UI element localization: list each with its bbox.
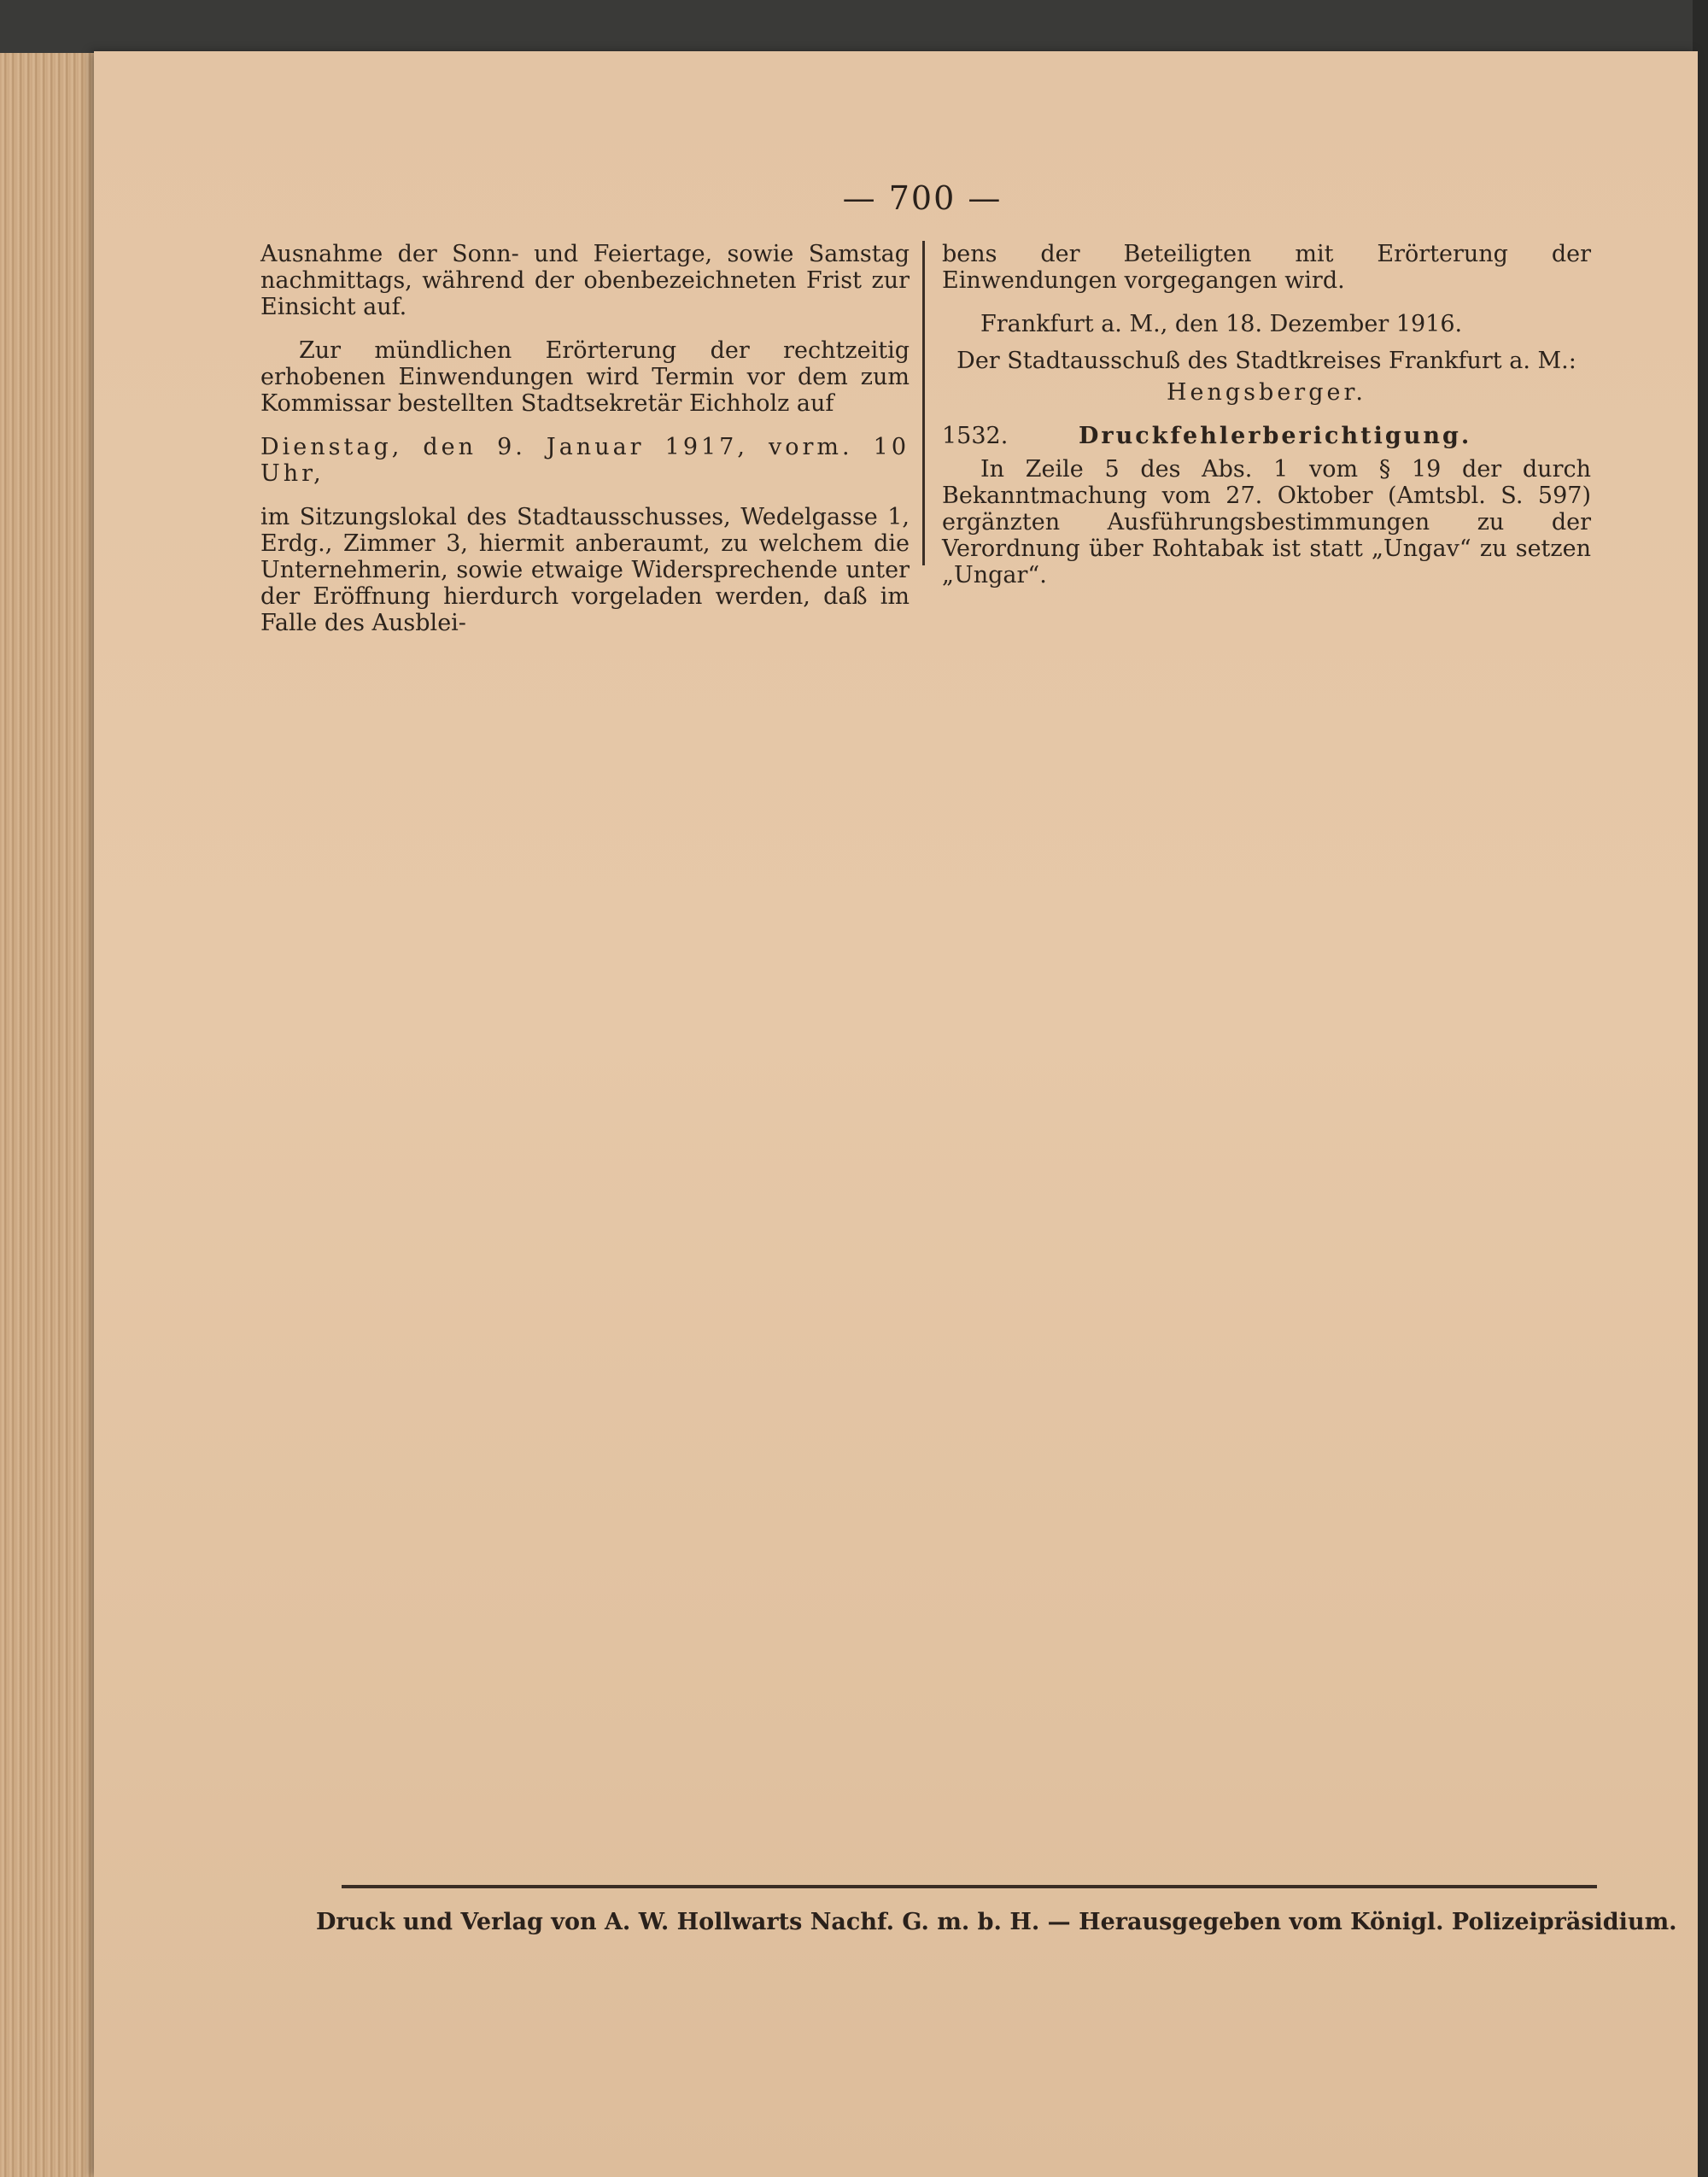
left-paragraph-4: im Sitzungslokal des Stadtausschusses, Wedelgasse 1, Erdg., Zimmer 3, hiermit anberaumt, zu welchem die Unternehmerin, sowie etwaige Widersprechende unter der Eröffnung hierdurch vorgeladen werden, daß im Falle des Ausblei- <box>260 504 910 636</box>
publisher-footer: Druck und Verlag von A. W. Hollwarts Nachf. G. m. b. H. — Herausgegeben vom Königl. Polizeipräsidium. <box>316 1909 1677 1935</box>
notice-title: Druckfehlerberichtigung. <box>1079 423 1472 449</box>
date-line: Frankfurt a. M., den 18. Dezember 1916. <box>980 311 1463 337</box>
left-paragraph-2: Zur mündlichen Erörterung der rechtzeitig erhobenen Einwendungen wird Termin vor dem zum Kommissar bestellten Stadtsekretär Eichholz auf <box>260 337 910 417</box>
authority-line: Der Stadtausschuß des Stadtkreises Frankfurt a. M.: <box>956 348 1576 374</box>
right-column <box>942 241 1591 606</box>
page-number: — 700 — <box>842 179 1003 217</box>
notice-header <box>942 423 1591 449</box>
column-divider <box>922 241 925 565</box>
notice-number: 1532. <box>942 423 1009 449</box>
left-column <box>260 241 910 653</box>
footer-rule <box>342 1885 1597 1888</box>
left-paragraph-1: Ausnahme der Sonn- und Feiertage, sowie Samstag nachmittags, während der obenbezeichneten Frist zur Einsicht auf. <box>260 241 910 320</box>
right-paragraph-1: bens der Beteiligten mit Erörterung der Einwendungen vorgegangen wird. <box>942 241 1591 294</box>
hearing-date-line: Dienstag, den 9. Januar 1917, vorm. 10 Uhr, <box>260 434 910 487</box>
signature-line: Hengsberger. <box>1166 379 1366 406</box>
notice-text: In Zeile 5 des Abs. 1 vom § 19 der durch Bekanntmachung vom 27. Oktober (Amtsbl. S. 597) ergänzten Ausführungsbestimmungen zu der Verordnung über Rohtabak ist statt „Ungav“ zu setzen „Ungar“. <box>942 456 1591 588</box>
